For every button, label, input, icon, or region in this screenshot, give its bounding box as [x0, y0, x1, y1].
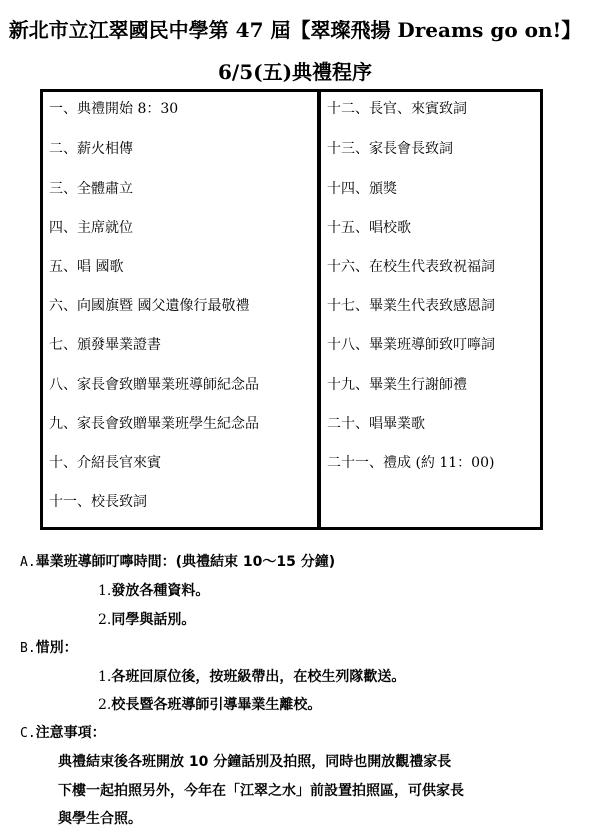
program-item: 二、薪火相傳 [49, 141, 133, 157]
program-item: 九、家長會致贈畢業班學生紀念品 [49, 416, 259, 432]
note-item-number: 2. [98, 612, 112, 628]
program-item: 五、唱 國歌 [49, 259, 124, 275]
note-c-heading [20, 723, 106, 744]
program-item: 十九、畢業生行謝師禮 [327, 377, 467, 393]
program-item: 十七、畢業生代表致感恩詞 [327, 298, 495, 314]
note-c-paragraph-line: 下樓一起拍照另外，今年在「江翠之水」前設置拍照區，可供家長 [58, 783, 464, 799]
note-c-paragraph-line: 典禮結束後各班開放 10 分鐘話別及拍照，同時也開放觀禮家長 [58, 754, 452, 770]
note-c-prefix: C. [20, 726, 36, 741]
program-item: 二十一、禮成 (約 11：00) [327, 455, 495, 471]
program-item: 十六、在校生代表致祝福詞 [327, 259, 495, 275]
note-a-title: 畢業班導師叮嚀時間：(典禮結束 10～15 分鐘) [35, 554, 336, 570]
note-b-item [98, 695, 321, 715]
note-item-text: 發放各種資料。 [111, 583, 210, 599]
note-item-number: 1. [98, 583, 112, 599]
note-item-number: 1. [98, 669, 112, 685]
program-item: 二十、唱畢業歌 [327, 416, 425, 432]
program-column-divider [317, 92, 321, 527]
program-item: 十二、長官、來賓致詞 [327, 101, 467, 117]
program-item: 三、全體肅立 [49, 181, 133, 197]
note-a-item [98, 581, 209, 601]
program-item: 八、家長會致贈畢業班導師紀念品 [49, 377, 259, 393]
note-a-prefix: A. [20, 555, 36, 570]
program-table [40, 89, 543, 530]
program-item: 一、典禮開始 8：30 [49, 101, 179, 117]
note-item-text: 各班回原位後，按班級帶出，在校生列隊歡送。 [111, 669, 406, 685]
program-item: 十三、家長會長致詞 [327, 141, 453, 157]
note-item-number: 2. [98, 697, 112, 713]
program-item: 十、介紹長官來賓 [49, 455, 161, 471]
program-item: 四、主席就位 [49, 220, 133, 236]
note-b-heading [20, 638, 78, 659]
program-item: 十八、畢業班導師致叮嚀詞 [327, 337, 495, 353]
program-item: 六、向國旗暨 國父遺像行最敬禮 [49, 298, 250, 314]
note-a-item [98, 610, 195, 630]
note-b-prefix: B. [20, 641, 36, 656]
note-c-title: 注意事項： [35, 725, 106, 741]
note-item-text: 校長暨各班導師引導畢業生離校。 [111, 697, 322, 713]
program-item: 七、頒發畢業證書 [49, 337, 161, 353]
program-item: 十五、唱校歌 [327, 220, 411, 236]
note-a-heading [20, 552, 335, 573]
page-subtitle: 6/5(五)典禮程序 [217, 60, 373, 84]
note-c-paragraph-line: 與學生合照。 [58, 811, 142, 827]
note-b-item [98, 667, 405, 687]
note-item-text: 同學與話別。 [111, 612, 196, 628]
program-item: 十四、頒獎 [327, 181, 397, 197]
note-b-title: 惜別： [35, 640, 78, 656]
program-item: 十一、校長致詞 [49, 494, 147, 510]
page-title: 新北市立江翠國民中學第 47 屆【翠璨飛揚 Dreams go on!】 [8, 18, 582, 42]
